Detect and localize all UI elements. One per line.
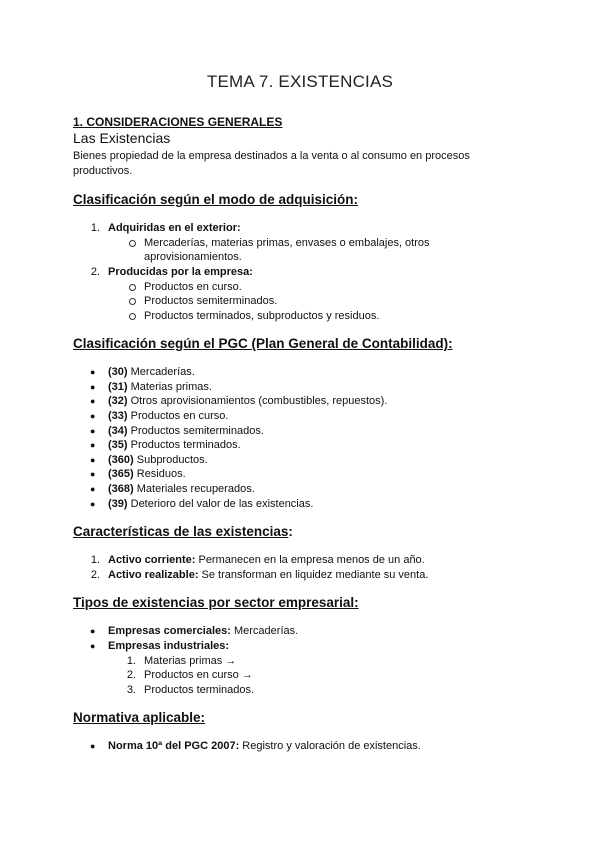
circle-bullet-icon (129, 298, 136, 305)
intro-paragraph: Bienes propiedad de la empresa destinados a la venta o al consumo en procesos productivos. (73, 150, 470, 177)
bullet-icon: ● (90, 641, 96, 651)
heading-normativa: Normativa aplicable: (73, 710, 206, 725)
sub-list-item: Materias primas → (144, 655, 237, 667)
circle-bullet-icon (129, 284, 136, 291)
list-item: (30) Mercaderías. (108, 366, 195, 378)
circle-bullet-icon (129, 240, 136, 247)
bullet-icon: ● (90, 426, 96, 436)
sub-list-item: Productos terminados, subproductos y residuos. (144, 310, 380, 322)
bullet-icon: ● (90, 455, 96, 465)
list-item: (34) Productos semiterminados. (108, 425, 264, 437)
subheading: Las Existencias (73, 130, 171, 146)
bullet-icon: ● (90, 499, 96, 509)
heading-caracteristicas: Características de las existencias: (73, 524, 293, 539)
bullet-icon: ● (90, 626, 96, 636)
list-item: (33) Productos en curso. (108, 410, 229, 422)
heading-tipos: Tipos de existencias por sector empresarial: (73, 595, 359, 610)
bullet-icon: ● (90, 367, 96, 377)
sub-list-item: Productos terminados. (144, 684, 255, 696)
bullet-icon: ● (90, 484, 96, 494)
bullet-icon: ● (90, 396, 96, 406)
list-item: (360) Subproductos. (108, 454, 208, 466)
list-item: Adquiridas en el exterior: (108, 222, 241, 234)
list-number: 2. (90, 266, 100, 278)
sub-list-item: Mercaderías, materias primas, envases o embalajes, otros aprovisionamientos. (144, 237, 430, 263)
section-heading: 1. CONSIDERACIONES GENERALES (73, 115, 283, 129)
list-item: (35) Productos terminados. (108, 439, 241, 451)
list-item: (368) Materiales recuperados. (108, 483, 255, 495)
heading-pgc: Clasificación según el PGC (Plan General de Contabilidad): (73, 336, 453, 351)
list-item: (39) Deterioro del valor de las existencias. (108, 498, 314, 510)
list-item: (32) Otros aprovisionamientos (combustibles, repuestos). (108, 395, 388, 407)
list-number: 1. (126, 655, 136, 667)
list-item: Empresas industriales: (108, 640, 230, 652)
bullet-icon: ● (90, 411, 96, 421)
list-number: 3. (126, 684, 136, 696)
sub-list-item: Productos en curso. (144, 281, 242, 293)
list-number: 2. (126, 669, 136, 681)
bullet-icon: ● (90, 469, 96, 479)
list-item: (31) Materias primas. (108, 381, 212, 393)
list-item: Producidas por la empresa: (108, 266, 253, 278)
bullet-icon: ● (90, 741, 96, 751)
list-number: 1. (90, 222, 100, 234)
list-item: (365) Residuos. (108, 468, 186, 480)
page-title: TEMA 7. EXISTENCIAS (206, 72, 394, 91)
list-item: Empresas comerciales: Mercaderías. (108, 625, 299, 637)
bullet-icon: ● (90, 382, 96, 392)
list-number: 2. (90, 569, 100, 581)
sub-list-item: Productos semiterminados. (144, 295, 278, 307)
sub-list-item: Productos en curso → (144, 669, 253, 681)
bullet-icon: ● (90, 440, 96, 450)
list-item: Norma 10ª del PGC 2007: Registro y valoración de existencias. (108, 740, 421, 752)
list-item: Activo corriente: Permanecen en la empresa menos de un año. (108, 554, 425, 566)
list-number: 1. (90, 554, 100, 566)
heading-adquisicion: Clasificación según el modo de adquisición: (73, 192, 359, 207)
list-item: Activo realizable: Se transforman en liquidez mediante su venta. (108, 569, 429, 581)
circle-bullet-icon (129, 313, 136, 320)
